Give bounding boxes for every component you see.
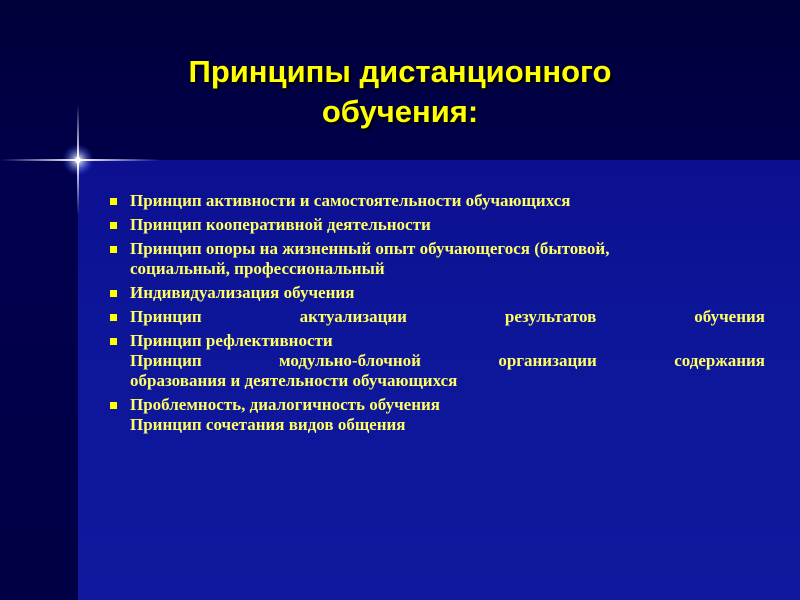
list-item-text: Принцип активности и самостоятельности обучающихся xyxy=(130,191,571,210)
list-item xyxy=(110,331,765,391)
list-item-text: Индивидуализация обучения xyxy=(130,283,355,302)
list-item-text: Проблемность, диалогичность обучения xyxy=(130,395,440,414)
square-bullet-icon xyxy=(110,246,117,253)
list-item xyxy=(110,283,765,303)
list-item-text: Принцип опоры на жизненный опыт обучающегося (бытовой, xyxy=(130,239,610,258)
list-item-text: Принцип кооперативной деятельности xyxy=(130,215,431,234)
square-bullet-icon xyxy=(110,222,117,229)
square-bullet-icon xyxy=(110,338,117,345)
principles-list xyxy=(110,191,765,439)
square-bullet-icon xyxy=(110,290,117,297)
list-item-text: образования и деятельности обучающихся xyxy=(130,371,458,390)
list-item-text: Принцип актуализации результатов обучения xyxy=(130,307,765,326)
list-item-text: социальный, профессиональный xyxy=(130,259,385,278)
list-item xyxy=(110,215,765,235)
slide-title: Принципы дистанционного обучения: xyxy=(188,54,612,129)
list-item xyxy=(110,395,765,435)
left-band xyxy=(0,160,78,600)
square-bullet-icon xyxy=(110,198,117,205)
square-bullet-icon xyxy=(110,314,117,321)
list-item-text: Принцип рефлективности xyxy=(130,331,333,350)
list-item-text: Принцип модульно-блочной организации содержания xyxy=(130,351,765,370)
list-item xyxy=(110,191,765,211)
square-bullet-icon xyxy=(110,402,117,409)
list-item xyxy=(110,307,765,327)
list-item-text: Принцип сочетания видов общения xyxy=(130,415,406,434)
list-item xyxy=(110,239,765,279)
